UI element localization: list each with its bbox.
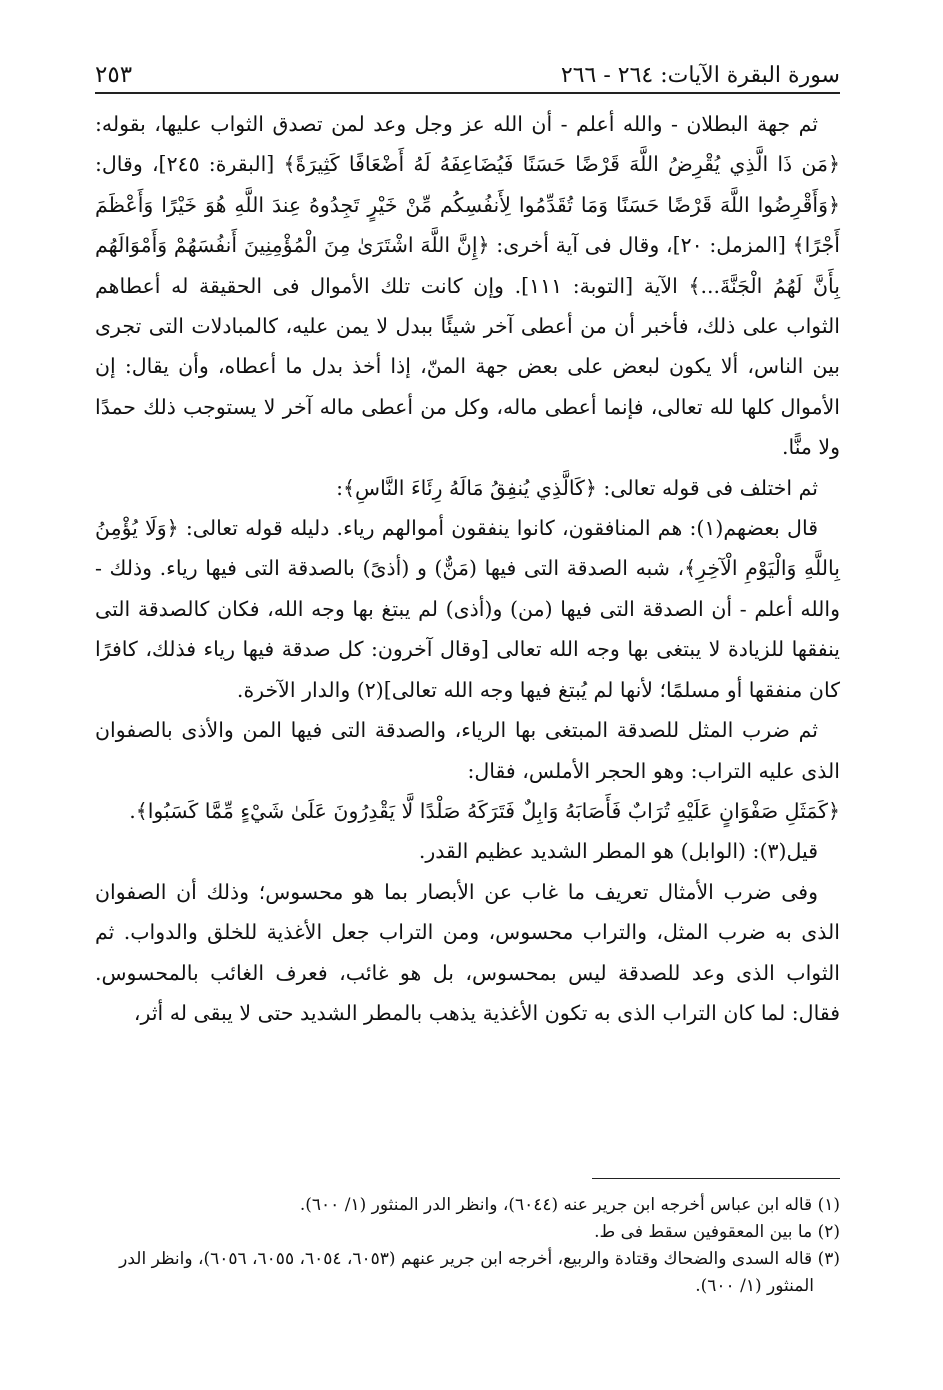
footnote: (١) قاله ابن عباس أخرجه ابن جرير عنه (٦٠٤٤)، وانظر الدر المنثور (١/ ٦٠٠). [299, 1195, 840, 1215]
paragraph: وفى ضرب الأمثال تعريف ما غاب عن الأبصار بما هو محسوس؛ وذلك أن الصفوان الذى به ضرب المثل، والتراب محسوس، ومن التراب جعل الأغذية للخلق والدواب. ثم الثواب الذى وعد للصدقة ليس بمحسوس، بل هو غائب، فعرف الغائب بالمحسوس. فقال: لما كان التراب الذى به تكون الأغذية يذهب بالمطر الشديد حتى لا يبقى له أثر، [95, 879, 840, 1025]
footnote: (٢) ما بين المعقوفين سقط فى ط. [594, 1222, 840, 1242]
paragraph: قيل(٣): (الوابل) هو المطر الشديد عظيم القدر. [418, 839, 818, 864]
paragraph: ثم ضرب المثل للصدقة المبتغى بها الرياء، والصدقة التى فيها المن والأذى بالصفوان الذى عليه التراب: وهو الحجر الأملس، فقال: [95, 718, 840, 783]
page [95, 52, 840, 1033]
quran-verse: ﴿كَمَثَلِ صَفْوَانٍ عَلَيْهِ تُرَابٌ فَأَصَابَهُ وَابِلٌ فَتَرَكَهُ صَلْدًا لَّا يَقْدِرُونَ عَلَىٰ شَيْءٍ مِّمَّا كَسَبُوا﴾. [129, 798, 840, 823]
footnotes [95, 1192, 840, 1300]
paragraph: ثم جهة البطلان - والله أعلم - أن الله عز وجل وعد لمن تصدق الثواب عليها، بقوله: ﴿مَن ذَا الَّذِي يُقْرِضُ اللَّهَ قَرْضًا حَسَنًا فَيُضَاعِفَهُ لَهُ أَضْعَافًا كَثِيرَةً﴾ [البقرة: ٢٤٥]، وقال: ﴿وَأَقْرِضُوا اللَّهَ قَرْضًا حَسَنًا وَمَا تُقَدِّمُوا لِأَنفُسِكُم مِّنْ خَيْرٍ تَجِدُوهُ عِندَ اللَّهِ هُوَ خَيْرًا وَأَعْظَمَ أَجْرًا﴾ [المزمل: ٢٠]، وقال فى آية أخرى: ﴿إِنَّ اللَّهَ اشْتَرَىٰ مِنَ الْمُؤْمِنِينَ أَنفُسَهُمْ وَأَمْوَالَهُم بِأَنَّ لَهُمُ الْجَنَّةَ...﴾ الآية [التوبة: ١١١]. وإن كانت تلك الأموال فى الحقيقة له أعطاهم الثواب على ذلك، فأخبر أن من أعطى آخر شيئًا ببدل لا يمن عليه، كالمبادلات التى تجرى بين الناس، ألا يكون لبعض على بعض جهة المنّ، إذا أخذ بدل ما أعطاه، وأن يقال: إن الأموال كلها لله تعالى، فإنما أعطى ماله، وكل من أعطى ماله آخر لا يستوجب ذلك حمدًا ولا منًّا. [95, 112, 840, 460]
header-divider [95, 92, 840, 94]
paragraph: ثم اختلف فى قوله تعالى: ﴿كَالَّذِي يُنفِقُ مَالَهُ رِئَاءَ النَّاسِ﴾: [336, 475, 818, 500]
page-number: ٢٥٣ [95, 62, 133, 88]
footnote: (٣) قاله السدى والضحاك وقتادة والربيع، أخرجه ابن جرير عنهم (٦٠٥٣، ٦٠٥٤، ٦٠٥٥، ٦٠٥٦)، وانظر الدر المنثور (١/ ٦٠٠). [119, 1249, 840, 1296]
footnote-divider [592, 1178, 840, 1179]
main-text [95, 104, 840, 1033]
paragraph: قال بعضهم(١): هم المنافقون، كانوا ينفقون أموالهم رياء. دليله قوله تعالى: ﴿وَلَا يُؤْمِنُ بِاللَّهِ وَالْيَوْمِ الْآخِرِ﴾، شبه الصدقة التى فيها (مَنٌّ) و (أذىً) بالصدقة التى فيها رياء. وذلك - والله أعلم - أن الصدقة التى فيها (من) و(أذى) لم يبتغ بها وجه الله، فكان كالصدقة التى ينفقها للزيادة لا يبتغى بها وجه الله تعالى [وقال آخرون: كل صدقة فيها رياء فذلك، كافرًا كان منفقها أو مسلمًا؛ لأنها لم يُبتغ فيها وجه الله تعالى](٢) والدار الآخرة. [95, 516, 840, 702]
surah-title: سورة البقرة الآيات: ٢٦٤ - ٢٦٦ [560, 63, 840, 88]
page-header [95, 52, 840, 88]
